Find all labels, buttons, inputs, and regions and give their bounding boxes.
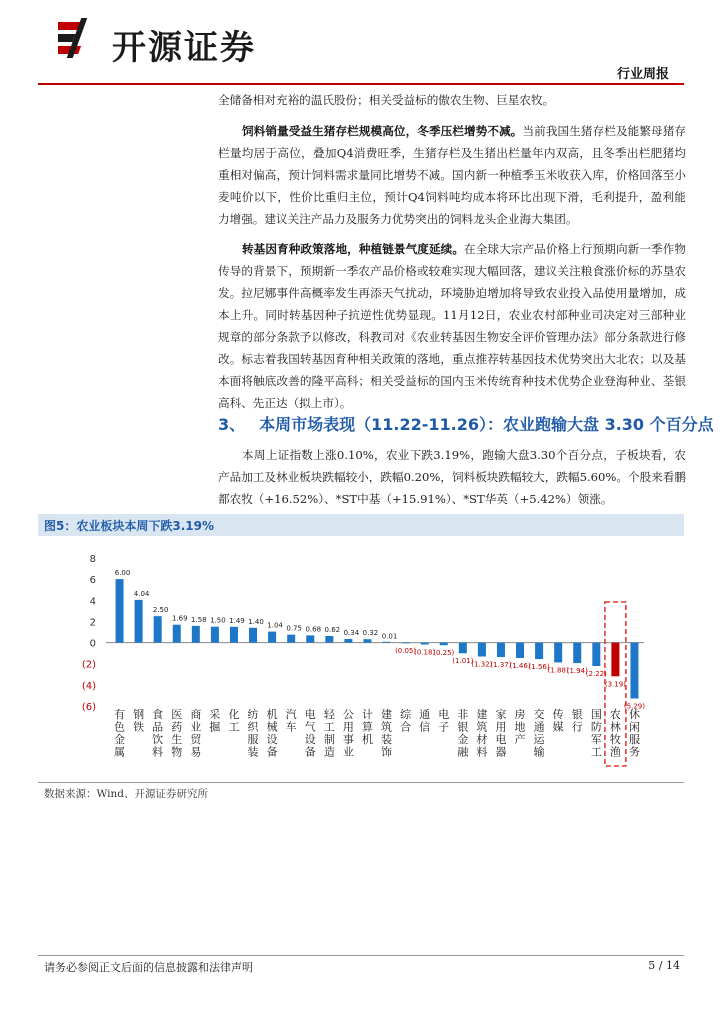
bar [268, 632, 276, 643]
bar [287, 635, 295, 643]
bar-value-label: 1.69 [171, 614, 188, 623]
paragraph-gmo-heading: 转基因育种政策落地，种植链景气度延续。 [242, 242, 465, 256]
bar-value-label: (1.46) [509, 662, 531, 671]
category-label: 电子 [438, 708, 450, 734]
bar [554, 643, 562, 663]
section-title [218, 412, 714, 435]
bar-value-label: (0.25) [433, 649, 455, 658]
y-tick-label: (6) [81, 702, 96, 713]
section-number: 3、 [218, 415, 246, 434]
bar-value-label: 1.40 [248, 617, 264, 626]
bar [344, 639, 352, 643]
figure-source: 数据来源：Wind、开源证券研究所 [44, 788, 208, 800]
page-number: 5 / 14 [648, 959, 680, 972]
bar [230, 627, 238, 643]
category-label: 钢铁 [133, 708, 145, 734]
y-tick-label: 4 [89, 596, 96, 608]
bar [402, 643, 410, 644]
bar-value-label: 0.34 [343, 628, 360, 637]
bar [630, 643, 638, 699]
bar-value-label: 0.32 [362, 629, 379, 638]
bar [421, 643, 429, 645]
bar-value-label: (2.22) [585, 670, 607, 679]
paragraph-gmo-body: 在全球大宗产品价格上行预期向新一季作物传导的背景下，预期新一季农产品价格或较难实现大幅回落，建议关注粮食涨价标的苏垦农发。拉尼娜事件高概率发生再添天气扰动，环境胁迫增加将导致农业投入品使用量增加，成本上升。同时转基因种子抗逆性优势显现。11月12日，农业农村部种业司决定对三部种业规章的部分条款予以修改，科教司对《农业转基因生物安全评价管理办法》部分条款进行修改。标志着我国转基因育种相关政策的落地，重点推荐转基因技术优势突出大北农；以及基本面将触底改善的隆平高科；相关受益标的国内玉米传统育种技术优势企业登海种业、荃银高科、先正达（拟上市）。 [218, 242, 686, 410]
footer-disclaimer: 请务必参阅正文后面的信息披露和法律声明 [44, 961, 253, 974]
y-tick-label: (2) [81, 659, 96, 671]
section-title-text: 本周市场表现（11.22-11.26）：农业跑输大盘 3.30 个百分点 [259, 415, 714, 434]
category-label: 采掘 [209, 708, 221, 734]
bar [173, 625, 181, 643]
bar-value-label: (5.29) [623, 702, 645, 711]
bar-value-label: (0.18) [414, 648, 436, 657]
y-tick-label: 0 [89, 638, 96, 650]
bar [249, 628, 257, 643]
category-label: 交通运输 [533, 708, 545, 759]
bar-value-label: 1.49 [229, 616, 245, 625]
paragraph-feed-body: 当前我国生猪存栏及能繁母猪存栏量均居于高位，叠加Q4消费旺季，生猪存栏及生猪出栏量年内双高，且冬季出栏肥猪均重相对偏高，预计饲料需求量同比增势不减。国内新一种植季玉米收获入库，价格回落至小麦吨价以下，性价比重归主位，预计Q4饲料吨均成本将环比出现下滑，毛利提升，盈利能力增强。建议关注产品力及服务力优势突出的饲料龙头企业海大集团。 [218, 124, 686, 226]
y-tick-label: (4) [81, 680, 96, 692]
category-label: 商业贸易 [190, 708, 202, 759]
bar [116, 579, 124, 642]
bar-value-label: (1.56) [528, 663, 550, 672]
category-label: 轻工制造 [323, 708, 335, 759]
category-label: 公用事业 [342, 708, 354, 759]
bar [516, 643, 524, 658]
bar-value-label: 1.58 [191, 615, 207, 624]
bar [535, 643, 543, 659]
bar-value-label: (0.05) [395, 647, 417, 656]
bar-value-label: 0.01 [381, 632, 398, 641]
bar [459, 643, 467, 654]
paragraph-gmo [218, 238, 686, 414]
sector-return-chart [40, 540, 680, 778]
bar [440, 643, 448, 646]
bar [325, 636, 333, 643]
category-label: 通信 [419, 708, 431, 734]
bar-value-label: (3.19) [604, 680, 626, 689]
header-divider [38, 83, 684, 85]
category-label: 家用电器 [495, 708, 507, 759]
bar [592, 643, 600, 666]
brand-name: 开源证券 [112, 28, 256, 68]
bar [154, 616, 162, 642]
source-divider [38, 782, 684, 783]
paragraph-feed-heading: 饲料销量受益生猪存栏规模高位，冬季压栏增势不减。 [242, 124, 523, 138]
category-label: 食品饮料 [152, 708, 164, 759]
bar-value-label: (1.01) [452, 657, 474, 666]
category-label: 纺织服装 [247, 708, 259, 759]
footer-divider [38, 955, 684, 956]
bar-value-label: 0.75 [286, 624, 302, 633]
paragraph-feed [218, 120, 686, 230]
bar-value-label: 4.04 [133, 589, 150, 598]
bar-value-label: 0.62 [324, 626, 341, 635]
y-tick-label: 2 [89, 617, 96, 629]
bar-value-label: (1.94) [566, 667, 588, 676]
y-tick-label: 8 [89, 554, 96, 565]
category-label: 建筑装饰 [381, 708, 393, 759]
category-label: 国防军工 [590, 708, 602, 759]
y-tick-label: 6 [89, 575, 96, 587]
category-label: 农林牧渔 [609, 708, 621, 759]
bar-value-label: 2.50 [152, 606, 169, 615]
bar-value-label: 6.00 [114, 569, 131, 578]
bar-value-label: 1.50 [210, 616, 226, 625]
bar [611, 643, 619, 677]
category-label: 综合 [400, 708, 412, 734]
category-label: 建筑材料 [476, 708, 488, 759]
category-label: 传媒 [552, 708, 564, 734]
bar [573, 643, 581, 664]
category-label: 房地产 [514, 708, 526, 746]
bar [192, 626, 200, 643]
bar [211, 627, 219, 643]
bar-value-label: 1.04 [267, 621, 283, 630]
category-label: 计算机 [361, 708, 373, 746]
paragraph-0: 全储备相对充裕的温氏股份；相关受益标的傲农生物、巨星农牧。 [218, 93, 555, 107]
bar [497, 643, 505, 657]
category-label: 医药生物 [171, 708, 183, 759]
bar [135, 600, 143, 643]
bar-value-label: (1.88) [547, 666, 569, 675]
category-label: 有色金属 [114, 708, 126, 759]
category-label: 银行 [571, 708, 583, 734]
bar-value-label: 0.68 [305, 625, 322, 634]
bar [363, 639, 371, 642]
category-label: 汽车 [285, 708, 297, 734]
paragraph-market: 本周上证指数上涨0.10%，农业下跌3.19%，跑输大盘3.30个百分点，子板块看，农产品加工及林业板块跌幅较小，跌幅0.20%，饲料板块跌幅较大，跌幅5.60%。个股来看鹏都农牧（+16.52%）、*ST中基（+15.91%）、*ST华英（+5.42%）领涨。 [218, 448, 686, 506]
category-label: 非银金融 [457, 708, 469, 759]
bar [306, 635, 314, 642]
bar [383, 642, 391, 643]
category-label: 休闲服务 [628, 708, 640, 759]
bar-value-label: (1.37) [490, 661, 512, 670]
bar-value-label: (1.32) [471, 660, 493, 669]
report-type: 行业周报 [616, 67, 669, 82]
brand-logo-icon [58, 16, 102, 60]
category-label: 电气设备 [304, 708, 316, 759]
category-label: 机械设备 [266, 708, 278, 759]
figure-caption: 图5：农业板块本周下跌3.19% [44, 519, 214, 533]
category-label: 化工 [228, 708, 240, 734]
bar [478, 643, 486, 657]
